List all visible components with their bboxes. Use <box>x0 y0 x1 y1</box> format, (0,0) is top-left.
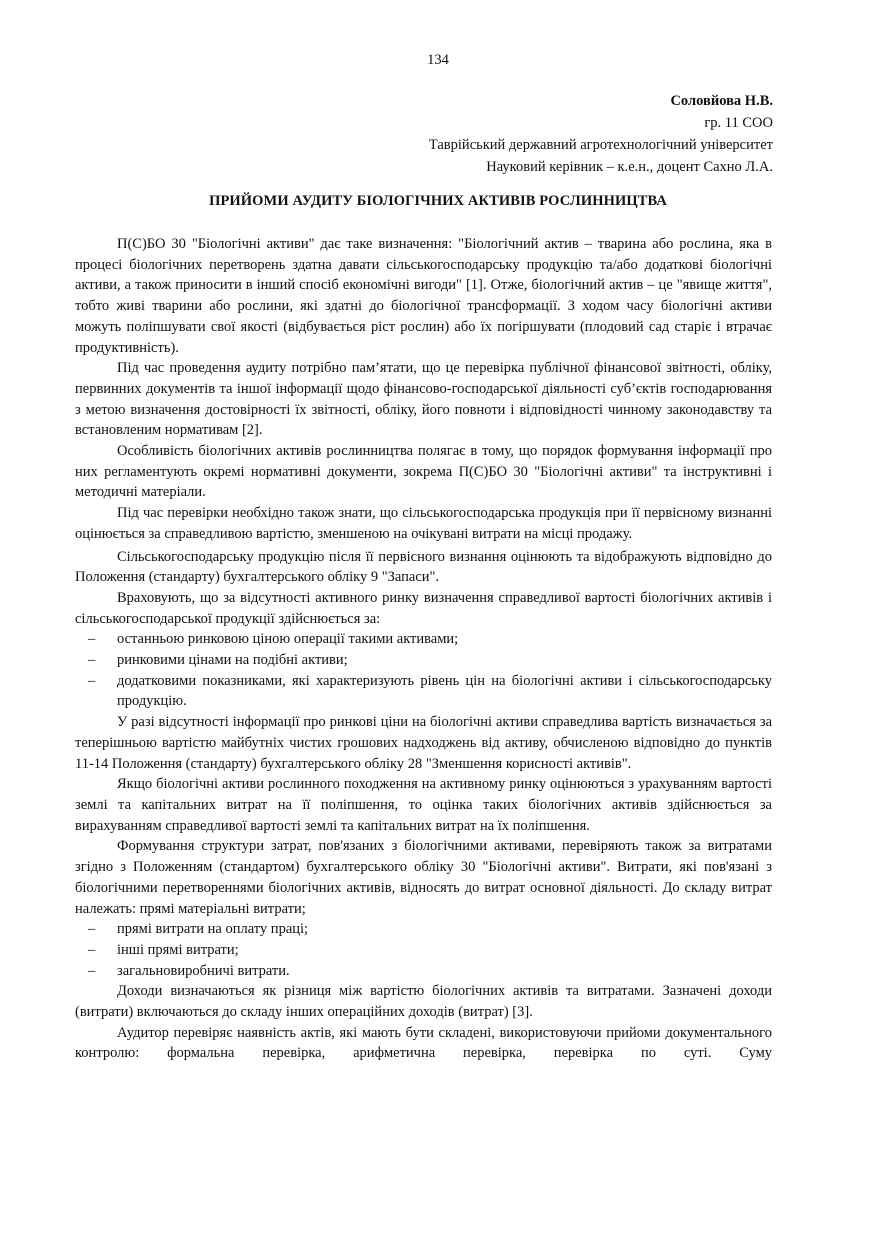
article-body <box>75 234 772 1064</box>
paragraph: Під час проведення аудиту потрібно пам’ятати, що це перевірка публічної фінансової звітності, обліку, первинних документів та іншої інформації щодо фінансово-господарської діяльності суб’єктів господарювання з метою визначення достовірності їх звітності, обліку, його повноти і відповідності чинному законодавству та встановленим нормативам [2]. <box>75 360 772 439</box>
paragraph: Сільськогосподарську продукцію після її первісного визнання оцінюють та відображують відповідно до Положення (стандарту) бухгалтерського обліку 9 "Запаси". <box>75 548 772 586</box>
dash-bullet: – <box>88 941 96 958</box>
page-number: 134 <box>427 52 449 68</box>
paragraph: Враховують, що за відсутності активного ринку визначення справедливої вартості біологічних активів і сільськогосподарської продукції здійснюється за: <box>75 589 772 627</box>
list-item: – останньою ринковою ціною операції такими активами; <box>75 629 772 650</box>
paragraph: У разі відсутності інформації про ринкові ціни на біологічні активи справедлива вартість визначається за теперішньою вартістю майбутніх чистих грошових надходжень від активу, обчисленою відповідно до пунктів 11-14 Положення (стандарту) бухгалтерського обліку 28 "Зменшення корисності активів". <box>75 714 772 772</box>
author-name: Соловйова Н.В. <box>670 93 773 109</box>
article-title: ПРИЙОМИ АУДИТУ БІОЛОГІЧНИХ АКТИВІВ РОСЛИННИЦТВА <box>209 193 667 209</box>
dash-bullet: – <box>88 672 96 689</box>
author-university: Таврійський державний агротехнологічний університет <box>428 137 773 153</box>
paragraph: Формування структури затрат, пов'язаних з біологічними активами, перевіряють також за витратами згідно з Положенням (стандартом) бухгалтерського обліку 30 "Біологічні активи". Витрати, які пов'язані з біологічними перетвореннями біологічних активів, відносять до витрат основної діяльності. До складу витрат належать: прямі матеріальні витрати; <box>75 838 772 917</box>
dash-bullet: – <box>88 921 96 938</box>
paragraph: П(С)БО 30 "Біологічні активи" дає таке визначення: "Біологічний актив – тварина або рослина, яка в процесі біологічних перетворень здатна давати сільськогосподарську продукцію та/або додаткові біологічні активи, а також приносити в інший спосіб економічні вигоди" [1]. Отже, біологічний актив – це "явище життя", тобто живі тварини або рослини, які здатні до біологічної трансформації. З ходом часу біологічні активи можуть поліпшувати свої якості (відбувається ріст рослин) або їх погіршувати (плодовий сад старіє і втрачає продуктивність). <box>75 236 772 356</box>
list-item: – прямі витрати на оплату праці; <box>75 919 772 940</box>
author-group: гр. 11 СОО <box>704 115 773 131</box>
list-item: – ринковими цінами на подібні активи; <box>75 650 772 671</box>
list-item: – додатковими показниками, які характеризують рівень цін на біологічні активи і сільськогосподарську продукцію. <box>88 672 772 710</box>
list-item: – загальновиробничі витрати. <box>75 961 772 982</box>
paragraph: Під час перевірки необхідно також знати, що сільськогосподарська продукція при її первісному визнанні оцінюється за справедливою вартістю, зменшеною на очікувані витрати на місці продажу. <box>75 505 772 542</box>
paragraph: Якщо біологічні активи рослинного походження на активному ринку оцінюються з урахуванням вартості землі та капітальних витрат на її поліпшення, то оцінка таких біологічних активів здійснюється за вирахуванням справедливої вартості землі та капітальних витрат на їх поліпшення. <box>75 776 772 834</box>
paragraph: Аудитор перевіряє наявність актів, які мають бути складені, використовуючи прийоми документального контролю: формальна перевірка, арифметична перевірка, перевірка по суті. Суму <box>75 1024 772 1062</box>
paragraph: Особливість біологічних активів рослинництва полягає в тому, що порядок формування інформації про них регламентують окремі нормативні документи, зокрема П(С)БО 30 "Біологічні активи" та інструктивні і методичні матеріали. <box>75 443 772 501</box>
list-item: – інші прямі витрати; <box>75 940 772 961</box>
author-block <box>429 90 773 178</box>
author-advisor: Науковий керівник – к.е.н., доцент Сахно Л.А. <box>486 159 773 175</box>
dash-bullet: – <box>88 962 96 979</box>
paragraph: Доходи визначаються як різниця між вартістю біологічних активів та витратами. Зазначені доходи (витрати) включаються до складу інших операційних доходів (витрат) [3]. <box>75 983 772 1021</box>
dash-bullet: – <box>88 631 96 648</box>
dash-bullet: – <box>88 652 96 669</box>
